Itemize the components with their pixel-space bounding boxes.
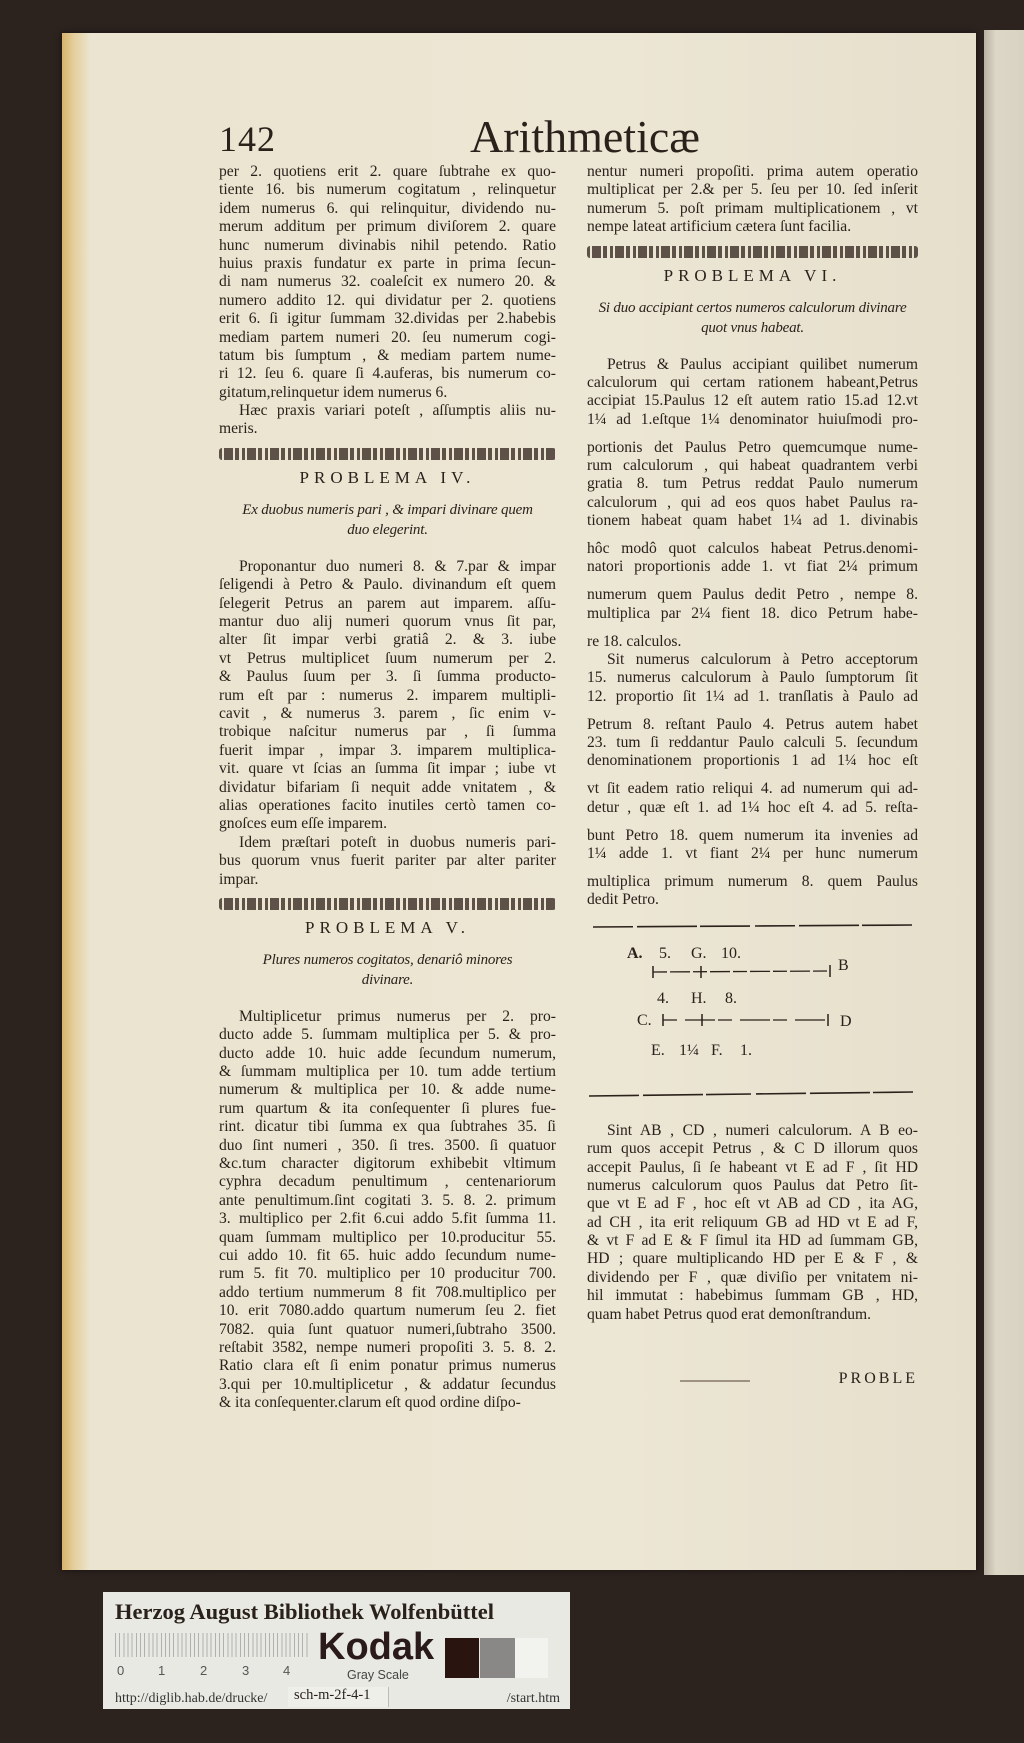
text-line: rum eſt par : numerus 2. imparem multipli-: [219, 686, 556, 704]
url-id: sch-m-2f-4-1: [288, 1687, 389, 1707]
value-hd: 8.: [725, 989, 737, 1007]
paragraph: [219, 402, 556, 439]
text-line: rum quos accepit Petrus , & C D illorum quos: [587, 1140, 918, 1158]
text-line: Hæc praxis variari poteſt , aſſumptis aliis nu-: [239, 402, 556, 420]
page-number: 142: [219, 119, 276, 159]
text-line: Petrum 8. reſtant Paulo 4. Petrus autem habet: [587, 715, 918, 733]
label-g: G.: [691, 944, 707, 962]
text-line: numerum & multiplica per 10. & adde nume-: [219, 1081, 556, 1099]
text-line: & vt F ad E & F ſimul ita HD ad ſummam GB,: [587, 1232, 918, 1250]
text-line: & Paulus ſuum per 3. ſi ſumma producto-: [219, 668, 556, 686]
text-line: Proponantur duo numeri 8. & 7.par & impar: [239, 557, 556, 575]
next-page-edge: [984, 30, 1024, 1575]
url-prefix: http://diglib.hab.de/drucke/: [115, 1691, 268, 1706]
label-c: C.: [637, 1011, 652, 1029]
text-line: tionem habeat quam habet 1¼ ad 1. divinabis: [587, 512, 918, 530]
text-line: gnoſces eum eſſe imparem.: [219, 815, 388, 833]
library-name: Herzog August Bibliothek Wolfenbüttel: [115, 1599, 494, 1624]
text-line: vit. quare vt ſcias an ſumma ſit impar ; iube vt: [219, 760, 556, 778]
catchword: PROBLE: [838, 1370, 918, 1388]
text-line: & ita conſequenter.clarum eſt quod ordine diſpo-: [219, 1394, 521, 1412]
text-line: dividatur bifariam ſi nequit adde vnitatem , &: [219, 778, 556, 796]
subtitle-line: quot vnus habeat.: [701, 319, 804, 336]
scan-target-card: [103, 1592, 570, 1709]
text-line: Idem præſtari poteſt in duobus numeris pari-: [239, 833, 556, 851]
text-line: di nam numerus 32. coaleſcit ex numero 20. &: [219, 273, 556, 291]
subtitle-line: Ex duobus numeris pari , & impari divinare quem: [242, 501, 533, 518]
text-line: 15. numerus calculorum à Paulo ſumptorum ſit: [587, 669, 918, 687]
text-line: gitatum,relinquetur idem numerus 6.: [219, 383, 448, 401]
text-line: bunt Petro 18. quem numerum ita invenies ad: [587, 826, 918, 844]
text-line: 1¼ ad 1.eſtque 1¼ denominator huiuſmodi pro-: [587, 410, 918, 428]
text-line: meris.: [219, 420, 258, 438]
text-line: dividendo per F , quæ diviſio per vnitatem ni-: [587, 1268, 918, 1286]
text-line: ducto adde 5. ſummam multiplica per 5. & pro-: [219, 1026, 556, 1044]
text-line: rum 5. fit 70. multiplico per 10 producitur 700.: [219, 1265, 556, 1283]
problem-heading: PROBLEMA IV.: [299, 467, 476, 487]
problem-subtitle: [219, 500, 556, 540]
fleuron-ornament-divider: [587, 246, 918, 258]
text-line: Sint AB , CD , numeri calculorum. A B eo-: [607, 1121, 918, 1139]
paragraph: [219, 163, 556, 402]
text-line: Ratio clara eſt ſi enim ponatur primus numerus: [219, 1357, 556, 1375]
subtitle-line: Si duo accipiant certos numeros calculorum divinare: [598, 299, 907, 316]
ruler-label: 0: [117, 1663, 125, 1678]
text-line: ad CH , ita erit reliquum GB ad HD vt E ad F,: [587, 1213, 918, 1231]
text-line: gratia 8. tum Petrus reddat Paulo numerum: [587, 475, 918, 493]
gray-swatch-light: [515, 1638, 548, 1678]
text-line: merum additum per primum diviſorem 2. quare: [219, 218, 556, 236]
text-line: ante penultimum.ſint cogitati 3. 5. 8. 2. primum: [219, 1191, 556, 1209]
value-gb: 10.: [721, 944, 741, 962]
label-b: B: [838, 956, 849, 974]
text-line: fuerit impar , impar 3. imparem multiplica-: [219, 741, 556, 759]
ruler-label: 2: [200, 1663, 208, 1678]
text-line: HD ; quare multiplicando HD per E & F , &: [587, 1250, 918, 1268]
text-line: nentur numeri propoſiti. prima autem operatio: [587, 163, 918, 180]
proportion-diagram: [587, 924, 918, 1100]
fleuron-ornament-divider: [219, 448, 556, 460]
text-line: addo tertium nummerum 8 fit 708.multiplico per: [219, 1283, 556, 1301]
text-line: & ſummam multiplica per 10. tum adde tertium: [219, 1063, 556, 1081]
text-line: cavit , & numerus 3. parem , ſic enim v-: [219, 704, 556, 722]
text-line: vt Petrus multiplicet ſuum numerum per 2.: [219, 649, 556, 667]
paragraph: [219, 558, 556, 834]
problem-subtitle: [219, 950, 556, 990]
url-suffix: /start.htm: [506, 1691, 560, 1706]
left-column: [219, 163, 556, 1412]
text-line: dedit Petro.: [587, 891, 659, 909]
text-line: re 18. calculos.: [587, 632, 682, 650]
text-line: tatum bis ſumptum , & mediam partem nume-: [219, 346, 556, 364]
text-line: ducto adde 10. huic adde ſecundum numerum,: [219, 1044, 556, 1062]
text-line: numerum 5. poſt primam multiplicationem , vt: [587, 199, 918, 217]
text-line: quam habet Petrus quod erat demonſtrandum.: [587, 1305, 872, 1323]
text-line: 3. multiplico per 2.fit 6.cui addo 5.fit ſumma 11.: [219, 1210, 556, 1228]
subtitle-line: divinare.: [361, 971, 414, 988]
text-line: 23. tum ſi reddantur Paulo calculi 5. ſecundum: [587, 734, 918, 752]
text-line: impar.: [219, 870, 259, 888]
text-line: reſtabit 3582, nempe numeri propoſiti 3. 5. 8. 2.: [219, 1338, 556, 1356]
text-line: detur , quæ eſt 1. ad 1¼ hoc eſt 4. ad 5. reſta-: [587, 798, 918, 816]
ruler-label: 4: [283, 1663, 291, 1678]
text-line: 3.qui per 10.multiplicetur , & addatur ſecundus: [219, 1375, 556, 1393]
text-line: 7082. quia ſunt quatuor numeri,ſubtraho 3500.: [219, 1320, 556, 1338]
printer-mark: [680, 1380, 750, 1382]
text-line: 10. erit 7080.addo quartum numerum ſeu 2. fiet: [219, 1302, 556, 1320]
text-line: 1¼ adde 1. vt fiant 2¼ per hunc numerum: [587, 845, 918, 863]
label-f: F.: [711, 1041, 723, 1059]
text-line: multiplica primum numerum 8. quem Paulus: [587, 872, 918, 890]
label-e: E.: [651, 1041, 665, 1059]
right-column: [587, 163, 918, 1388]
text-line: ſelegerit Petrus an parem aut imparem. aſſu-: [219, 594, 556, 612]
text-line: alter ſit impar verbi gratiâ 2. & 3. iube: [219, 631, 556, 649]
subtitle-line: Plures numeros cogitatos, denariô minores: [262, 951, 513, 968]
text-line: ſeligendi à Petro & Paulo. divinandum eſt quem: [219, 576, 556, 594]
paragraph: [587, 1122, 918, 1324]
gray-scale-label: Gray Scale: [347, 1668, 409, 1682]
text-line: nempe lateat artificium cætera ſunt facilia.: [587, 218, 852, 236]
text-line: alias operationes facito inutiles certò tamen co-: [219, 796, 556, 814]
ruler-scale: [115, 1633, 308, 1657]
kodak-logo: Kodak: [318, 1626, 435, 1668]
text-line: &c.tum character digitorum exhibebit vltimum: [219, 1155, 556, 1173]
ruler-label: 3: [242, 1663, 250, 1678]
diagram-bottom-rule: [589, 1092, 913, 1096]
subtitle-line: duo elegerint.: [347, 521, 428, 538]
text-line: rum quartum & ita conſequenter ſi plures fue-: [219, 1099, 556, 1117]
text-line: duo ſint numeri , 350. ſi tres. 3500. ſi quatuor: [219, 1136, 556, 1154]
text-line: mantur duo alij numeri quorum vnus ſit par,: [219, 613, 556, 631]
problem-heading: PROBLEMA VI.: [663, 265, 842, 285]
text-line: natori proportionis adde 1. vt fiat 2¼ primum: [587, 558, 918, 576]
text-line: numerus calculorum quos Paulus dat Petro ſit-: [587, 1176, 918, 1194]
text-line: Petrus & Paulus accipiant quilibet numerum: [607, 355, 918, 373]
diagram-top-rule: [593, 925, 913, 927]
label-a: A.: [627, 944, 643, 962]
text-line: trobique naſcitur numerus par , ſi ſumma: [219, 723, 556, 741]
gray-swatch-dark: [445, 1638, 479, 1678]
text-line: numero addito 12. qui dividatur per 2. quotiens: [219, 291, 556, 309]
text-line: rum calculorum , qui habeat quadrantem verbi: [587, 457, 918, 475]
running-title: Arithmeticæ: [470, 111, 700, 162]
text-line: rint. dicatur tibi ſumma ex qua ſubtrahes 35. ſi: [219, 1118, 556, 1136]
text-line: erit 6. ſi igitur ſummam 32.dividas per 2.habebis: [219, 310, 556, 328]
text-line: ri 12. ſeu 6. quare ſi 4.auferas, bis numerum co-: [219, 365, 556, 383]
right-column-upper: [587, 163, 918, 910]
text-line: calculorum qui certam rationem habeant,Petrus: [587, 373, 918, 391]
text-line: 12. proportio ſit 1¼ ad 1. tranſlatis à Paulo ad: [587, 687, 918, 705]
gray-swatch-mid: [480, 1638, 515, 1678]
paragraph: [587, 651, 918, 910]
text-line: cyphra decadum penultimum , centenariorum: [219, 1173, 556, 1191]
problem-heading: PROBLEMA V.: [305, 917, 470, 937]
value-ch: 4.: [657, 989, 669, 1007]
paragraph: [587, 356, 918, 651]
label-d: D: [840, 1012, 852, 1030]
value-f: 1.: [740, 1041, 752, 1059]
text-line: Multiplicetur primus numerus per 2. pro-: [239, 1007, 556, 1025]
text-line: hôc modô quot calculos habeat Petrus.denomi-: [587, 540, 918, 558]
text-line: per 2. quotiens erit 2. quare ſubtrahe ex quo-: [219, 163, 556, 180]
value-e: 1¼: [679, 1041, 699, 1059]
text-line: que vt E ad F , hoc eſt vt AB ad CD , ita AG,: [587, 1195, 918, 1213]
right-column-lower: [587, 1122, 918, 1388]
text-line: bus quorum vnus fuerit pariter par alter pariter: [219, 852, 556, 870]
segment-ab: [653, 971, 830, 972]
fleuron-ornament-divider: [219, 898, 556, 910]
label-h: H.: [691, 989, 707, 1007]
text-line: multiplica par 2¼ fient 18. dico Petrum habe-: [587, 604, 918, 622]
text-line: portionis det Paulus Petro quemcumque nume-: [587, 438, 918, 456]
problem-subtitle: [587, 298, 918, 338]
text-line: hil immutat : habebimus ſummam GB , HD,: [587, 1287, 918, 1305]
paragraph: [219, 1008, 556, 1413]
text-line: tiente 16. bis numerum cogitatum , relinquetur: [219, 181, 556, 199]
text-line: idem numerus 6. qui relinquitur, dividendo nu-: [219, 199, 556, 217]
text-line: vt ſit eadem ratio reliqui 4. ad numerum qui ad-: [587, 780, 918, 798]
text-line: huius praxis fundatur ex parte in prima ſecun-: [219, 254, 556, 272]
paragraph: [587, 163, 918, 237]
text-line: Sit numerus calculorum à Petro acceptorum: [607, 651, 918, 669]
value-ag: 5.: [659, 944, 671, 962]
text-line: accipiat 15.Paulus 12 eſt autem ratio 15.ad 12.vt: [587, 392, 918, 410]
text-line: mediam partem numeri 20. ſeu numerum cogi-: [219, 328, 556, 346]
paragraph: [219, 834, 556, 889]
text-line: denominationem proportionis 1 ad 1¼ hoc eſt: [587, 752, 918, 770]
text-line: multiplicat per 2.& per 5. ſeu per 10. ſed inſerit: [587, 181, 918, 199]
text-line: accepit Paulus, ſi ſe habeant vt E ad F , ſit HD: [587, 1158, 918, 1176]
text-line: quam ſummam multiplico per 10.producitur 55.: [219, 1228, 556, 1246]
ruler-label: 1: [158, 1663, 166, 1678]
text-line: calculorum , qui ad eos quos habet Paulus ra-: [587, 493, 918, 511]
text-line: cui addo 10. fit 65. huic addo ſecundum nume-: [219, 1246, 556, 1264]
text-line: hunc numerum divinabis nihil petendo. Ratio: [219, 236, 556, 254]
text-line: numerum quem Paulus dedit Petro , nempe 8.: [587, 586, 918, 604]
